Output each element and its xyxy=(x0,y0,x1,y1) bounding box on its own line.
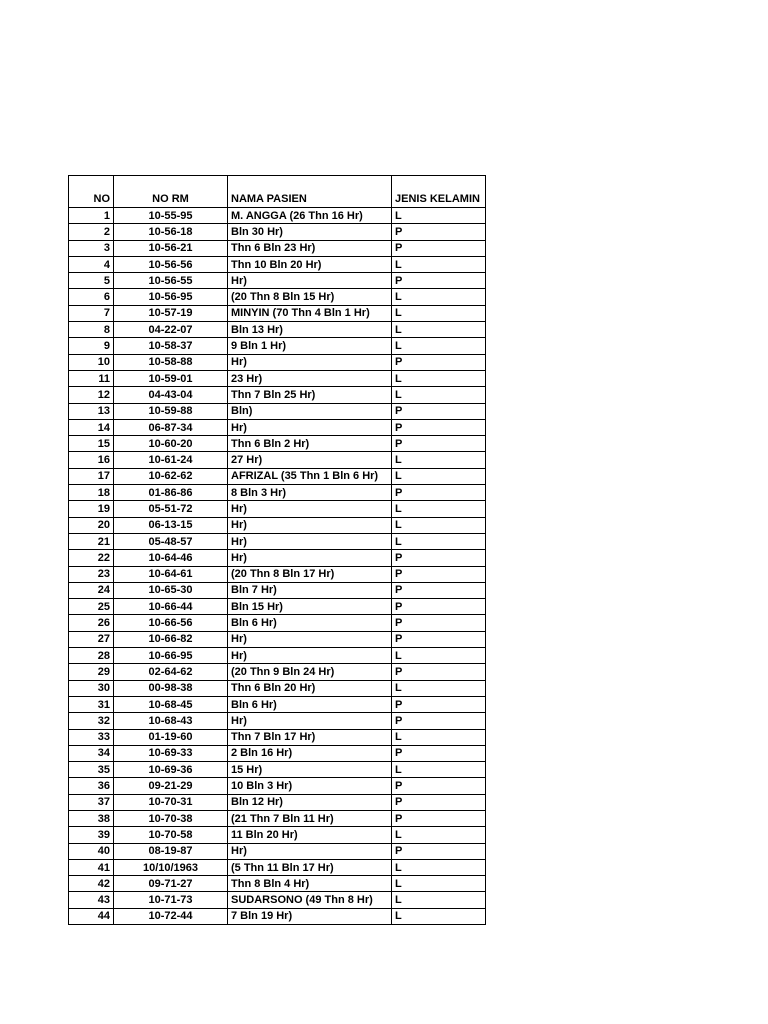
table-row xyxy=(69,550,486,566)
table-row xyxy=(69,289,486,305)
header-no-rm: NO RM xyxy=(114,176,228,208)
cell-no: 24 xyxy=(69,582,114,598)
cell-no: 36 xyxy=(69,778,114,794)
cell-jenis-kelamin: P xyxy=(392,403,486,419)
cell-nama-pasien: (20 Thn 9 Bln 24 Hr) xyxy=(228,664,392,680)
table-body xyxy=(69,208,486,925)
cell-no: 2 xyxy=(69,224,114,240)
cell-no-rm: 05-48-57 xyxy=(114,533,228,549)
cell-nama-pasien: 8 Bln 3 Hr) xyxy=(228,485,392,501)
cell-no-rm: 10-69-36 xyxy=(114,762,228,778)
cell-jenis-kelamin: L xyxy=(392,876,486,892)
cell-no-rm: 10-72-44 xyxy=(114,908,228,924)
cell-jenis-kelamin: P xyxy=(392,810,486,826)
cell-no-rm: 10-58-88 xyxy=(114,354,228,370)
cell-no: 26 xyxy=(69,615,114,631)
cell-nama-pasien: Thn 10 Bln 20 Hr) xyxy=(228,256,392,272)
cell-no-rm: 00-98-38 xyxy=(114,680,228,696)
cell-nama-pasien: Hr) xyxy=(228,843,392,859)
table-row xyxy=(69,892,486,908)
table-row xyxy=(69,582,486,598)
table-row xyxy=(69,778,486,794)
cell-no: 21 xyxy=(69,533,114,549)
header-nama-pasien: NAMA PASIEN xyxy=(228,176,392,208)
cell-jenis-kelamin: P xyxy=(392,615,486,631)
cell-jenis-kelamin: L xyxy=(392,729,486,745)
cell-no: 37 xyxy=(69,794,114,810)
cell-no: 3 xyxy=(69,240,114,256)
table-row xyxy=(69,729,486,745)
table-row xyxy=(69,566,486,582)
cell-no-rm: 10-64-46 xyxy=(114,550,228,566)
cell-jenis-kelamin: L xyxy=(392,648,486,664)
cell-no: 8 xyxy=(69,322,114,338)
cell-nama-pasien: Bln 12 Hr) xyxy=(228,794,392,810)
table-row xyxy=(69,468,486,484)
cell-nama-pasien: 23 Hr) xyxy=(228,370,392,386)
cell-jenis-kelamin: L xyxy=(392,908,486,924)
cell-jenis-kelamin: L xyxy=(392,208,486,224)
cell-no: 33 xyxy=(69,729,114,745)
cell-no-rm: 10-66-44 xyxy=(114,599,228,615)
cell-nama-pasien: Bln 30 Hr) xyxy=(228,224,392,240)
cell-no-rm: 10-64-61 xyxy=(114,566,228,582)
cell-no-rm: 01-19-60 xyxy=(114,729,228,745)
cell-no: 28 xyxy=(69,648,114,664)
table-row xyxy=(69,370,486,386)
cell-jenis-kelamin: P xyxy=(392,273,486,289)
cell-jenis-kelamin: L xyxy=(392,859,486,875)
cell-jenis-kelamin: P xyxy=(392,745,486,761)
cell-no: 6 xyxy=(69,289,114,305)
cell-no-rm: 01-86-86 xyxy=(114,485,228,501)
cell-jenis-kelamin: L xyxy=(392,338,486,354)
cell-nama-pasien: (21 Thn 7 Bln 11 Hr) xyxy=(228,810,392,826)
table-row xyxy=(69,501,486,517)
cell-nama-pasien: Hr) xyxy=(228,354,392,370)
table-row xyxy=(69,533,486,549)
cell-no: 13 xyxy=(69,403,114,419)
cell-nama-pasien: Thn 7 Bln 17 Hr) xyxy=(228,729,392,745)
cell-nama-pasien: Thn 8 Bln 4 Hr) xyxy=(228,876,392,892)
table-row xyxy=(69,631,486,647)
cell-no-rm: 10-59-01 xyxy=(114,370,228,386)
cell-no-rm: 06-87-34 xyxy=(114,419,228,435)
cell-jenis-kelamin: P xyxy=(392,354,486,370)
cell-no: 27 xyxy=(69,631,114,647)
table-row xyxy=(69,452,486,468)
cell-no: 32 xyxy=(69,713,114,729)
cell-no-rm: 06-13-15 xyxy=(114,517,228,533)
table-row xyxy=(69,208,486,224)
cell-nama-pasien: Bln 7 Hr) xyxy=(228,582,392,598)
cell-no-rm: 09-21-29 xyxy=(114,778,228,794)
cell-nama-pasien: Thn 6 Bln 2 Hr) xyxy=(228,436,392,452)
cell-no: 16 xyxy=(69,452,114,468)
cell-no: 25 xyxy=(69,599,114,615)
cell-nama-pasien: Hr) xyxy=(228,631,392,647)
cell-no-rm: 10-56-56 xyxy=(114,256,228,272)
cell-no-rm: 04-22-07 xyxy=(114,322,228,338)
cell-no-rm: 10-70-38 xyxy=(114,810,228,826)
table-row xyxy=(69,859,486,875)
cell-no: 14 xyxy=(69,419,114,435)
cell-nama-pasien: 15 Hr) xyxy=(228,762,392,778)
cell-jenis-kelamin: P xyxy=(392,419,486,435)
cell-no: 9 xyxy=(69,338,114,354)
cell-nama-pasien: Hr) xyxy=(228,533,392,549)
cell-jenis-kelamin: P xyxy=(392,664,486,680)
table-row xyxy=(69,680,486,696)
table-row xyxy=(69,419,486,435)
table-row xyxy=(69,810,486,826)
cell-jenis-kelamin: P xyxy=(392,631,486,647)
table-row xyxy=(69,664,486,680)
patient-table xyxy=(68,175,486,925)
cell-no: 5 xyxy=(69,273,114,289)
cell-nama-pasien: 27 Hr) xyxy=(228,452,392,468)
cell-nama-pasien: (20 Thn 8 Bln 15 Hr) xyxy=(228,289,392,305)
cell-nama-pasien: 10 Bln 3 Hr) xyxy=(228,778,392,794)
cell-jenis-kelamin: L xyxy=(392,892,486,908)
cell-no: 35 xyxy=(69,762,114,778)
table-row xyxy=(69,696,486,712)
cell-jenis-kelamin: L xyxy=(392,322,486,338)
cell-nama-pasien: Bln 13 Hr) xyxy=(228,322,392,338)
cell-no-rm: 10-55-95 xyxy=(114,208,228,224)
cell-nama-pasien: Hr) xyxy=(228,501,392,517)
cell-no-rm: 10-65-30 xyxy=(114,582,228,598)
cell-no: 12 xyxy=(69,387,114,403)
cell-jenis-kelamin: L xyxy=(392,501,486,517)
cell-no: 11 xyxy=(69,370,114,386)
cell-no: 39 xyxy=(69,827,114,843)
table-row xyxy=(69,436,486,452)
cell-no-rm: 10-58-37 xyxy=(114,338,228,354)
table-row xyxy=(69,713,486,729)
cell-jenis-kelamin: P xyxy=(392,240,486,256)
cell-no: 18 xyxy=(69,485,114,501)
cell-no-rm: 10-56-18 xyxy=(114,224,228,240)
table-row xyxy=(69,403,486,419)
cell-no-rm: 10-61-24 xyxy=(114,452,228,468)
cell-no: 4 xyxy=(69,256,114,272)
table-row xyxy=(69,338,486,354)
cell-jenis-kelamin: P xyxy=(392,485,486,501)
cell-nama-pasien: M. ANGGA (26 Thn 16 Hr) xyxy=(228,208,392,224)
cell-nama-pasien: 11 Bln 20 Hr) xyxy=(228,827,392,843)
cell-jenis-kelamin: L xyxy=(392,533,486,549)
cell-jenis-kelamin: P xyxy=(392,224,486,240)
header-row xyxy=(69,176,486,208)
table-row xyxy=(69,827,486,843)
cell-no-rm: 10-68-45 xyxy=(114,696,228,712)
cell-nama-pasien: Bln) xyxy=(228,403,392,419)
table-row xyxy=(69,485,486,501)
table-row xyxy=(69,794,486,810)
cell-no-rm: 10/10/1963 xyxy=(114,859,228,875)
cell-nama-pasien: 2 Bln 16 Hr) xyxy=(228,745,392,761)
cell-no: 19 xyxy=(69,501,114,517)
table-row xyxy=(69,599,486,615)
cell-no: 17 xyxy=(69,468,114,484)
cell-no: 1 xyxy=(69,208,114,224)
cell-jenis-kelamin: L xyxy=(392,517,486,533)
cell-nama-pasien: Thn 6 Bln 20 Hr) xyxy=(228,680,392,696)
cell-nama-pasien: Hr) xyxy=(228,713,392,729)
cell-no-rm: 10-70-31 xyxy=(114,794,228,810)
cell-nama-pasien: MINYIN (70 Thn 4 Bln 1 Hr) xyxy=(228,305,392,321)
table-row xyxy=(69,762,486,778)
cell-nama-pasien: 9 Bln 1 Hr) xyxy=(228,338,392,354)
cell-nama-pasien: Bln 6 Hr) xyxy=(228,696,392,712)
cell-nama-pasien: Hr) xyxy=(228,550,392,566)
cell-no: 38 xyxy=(69,810,114,826)
table-row xyxy=(69,908,486,924)
cell-jenis-kelamin: P xyxy=(392,713,486,729)
cell-no: 31 xyxy=(69,696,114,712)
cell-jenis-kelamin: L xyxy=(392,305,486,321)
cell-jenis-kelamin: L xyxy=(392,827,486,843)
cell-jenis-kelamin: P xyxy=(392,599,486,615)
table-row xyxy=(69,305,486,321)
cell-no-rm: 10-56-55 xyxy=(114,273,228,289)
table-row xyxy=(69,876,486,892)
cell-jenis-kelamin: L xyxy=(392,680,486,696)
cell-jenis-kelamin: L xyxy=(392,370,486,386)
table-row xyxy=(69,648,486,664)
cell-jenis-kelamin: P xyxy=(392,794,486,810)
table-row xyxy=(69,517,486,533)
cell-no-rm: 10-62-62 xyxy=(114,468,228,484)
cell-nama-pasien: (20 Thn 8 Bln 17 Hr) xyxy=(228,566,392,582)
cell-no: 29 xyxy=(69,664,114,680)
table-row xyxy=(69,354,486,370)
cell-nama-pasien: AFRIZAL (35 Thn 1 Bln 6 Hr) xyxy=(228,468,392,484)
cell-nama-pasien: Hr) xyxy=(228,419,392,435)
cell-jenis-kelamin: L xyxy=(392,762,486,778)
cell-no-rm: 10-69-33 xyxy=(114,745,228,761)
cell-jenis-kelamin: P xyxy=(392,582,486,598)
cell-no: 43 xyxy=(69,892,114,908)
cell-no-rm: 10-66-95 xyxy=(114,648,228,664)
cell-nama-pasien: SUDARSONO (49 Thn 8 Hr) xyxy=(228,892,392,908)
header-no: NO xyxy=(69,176,114,208)
table-row xyxy=(69,322,486,338)
cell-no-rm: 10-56-21 xyxy=(114,240,228,256)
cell-nama-pasien: Bln 6 Hr) xyxy=(228,615,392,631)
cell-no-rm: 09-71-27 xyxy=(114,876,228,892)
cell-no-rm: 10-57-19 xyxy=(114,305,228,321)
cell-no: 23 xyxy=(69,566,114,582)
table-row xyxy=(69,256,486,272)
cell-no: 40 xyxy=(69,843,114,859)
cell-nama-pasien: (5 Thn 11 Bln 17 Hr) xyxy=(228,859,392,875)
cell-nama-pasien: Thn 6 Bln 23 Hr) xyxy=(228,240,392,256)
cell-no-rm: 10-71-73 xyxy=(114,892,228,908)
cell-no-rm: 04-43-04 xyxy=(114,387,228,403)
cell-nama-pasien: Bln 15 Hr) xyxy=(228,599,392,615)
cell-jenis-kelamin: P xyxy=(392,436,486,452)
cell-jenis-kelamin: L xyxy=(392,256,486,272)
cell-no: 34 xyxy=(69,745,114,761)
cell-jenis-kelamin: P xyxy=(392,696,486,712)
cell-nama-pasien: 7 Bln 19 Hr) xyxy=(228,908,392,924)
cell-nama-pasien: Thn 7 Bln 25 Hr) xyxy=(228,387,392,403)
table-row xyxy=(69,387,486,403)
cell-jenis-kelamin: L xyxy=(392,289,486,305)
cell-jenis-kelamin: P xyxy=(392,778,486,794)
cell-nama-pasien: Hr) xyxy=(228,648,392,664)
cell-no-rm: 02-64-62 xyxy=(114,664,228,680)
table-row xyxy=(69,273,486,289)
cell-no: 7 xyxy=(69,305,114,321)
cell-no: 41 xyxy=(69,859,114,875)
cell-nama-pasien: Hr) xyxy=(228,273,392,289)
table-row xyxy=(69,615,486,631)
table-row xyxy=(69,224,486,240)
cell-no: 10 xyxy=(69,354,114,370)
cell-jenis-kelamin: L xyxy=(392,468,486,484)
cell-no-rm: 05-51-72 xyxy=(114,501,228,517)
cell-no-rm: 10-68-43 xyxy=(114,713,228,729)
cell-no-rm: 08-19-87 xyxy=(114,843,228,859)
cell-no-rm: 10-66-56 xyxy=(114,615,228,631)
cell-jenis-kelamin: P xyxy=(392,550,486,566)
cell-no-rm: 10-70-58 xyxy=(114,827,228,843)
cell-no: 22 xyxy=(69,550,114,566)
cell-no: 44 xyxy=(69,908,114,924)
cell-no-rm: 10-60-20 xyxy=(114,436,228,452)
table-row xyxy=(69,240,486,256)
cell-no: 42 xyxy=(69,876,114,892)
cell-no: 20 xyxy=(69,517,114,533)
cell-jenis-kelamin: L xyxy=(392,387,486,403)
cell-no-rm: 10-56-95 xyxy=(114,289,228,305)
cell-nama-pasien: Hr) xyxy=(228,517,392,533)
table-row xyxy=(69,843,486,859)
header-jenis-kelamin: JENIS KELAMIN xyxy=(392,176,486,208)
cell-no-rm: 10-59-88 xyxy=(114,403,228,419)
table-row xyxy=(69,745,486,761)
cell-jenis-kelamin: L xyxy=(392,452,486,468)
cell-no: 30 xyxy=(69,680,114,696)
cell-jenis-kelamin: P xyxy=(392,843,486,859)
cell-no: 15 xyxy=(69,436,114,452)
cell-jenis-kelamin: P xyxy=(392,566,486,582)
cell-no-rm: 10-66-82 xyxy=(114,631,228,647)
